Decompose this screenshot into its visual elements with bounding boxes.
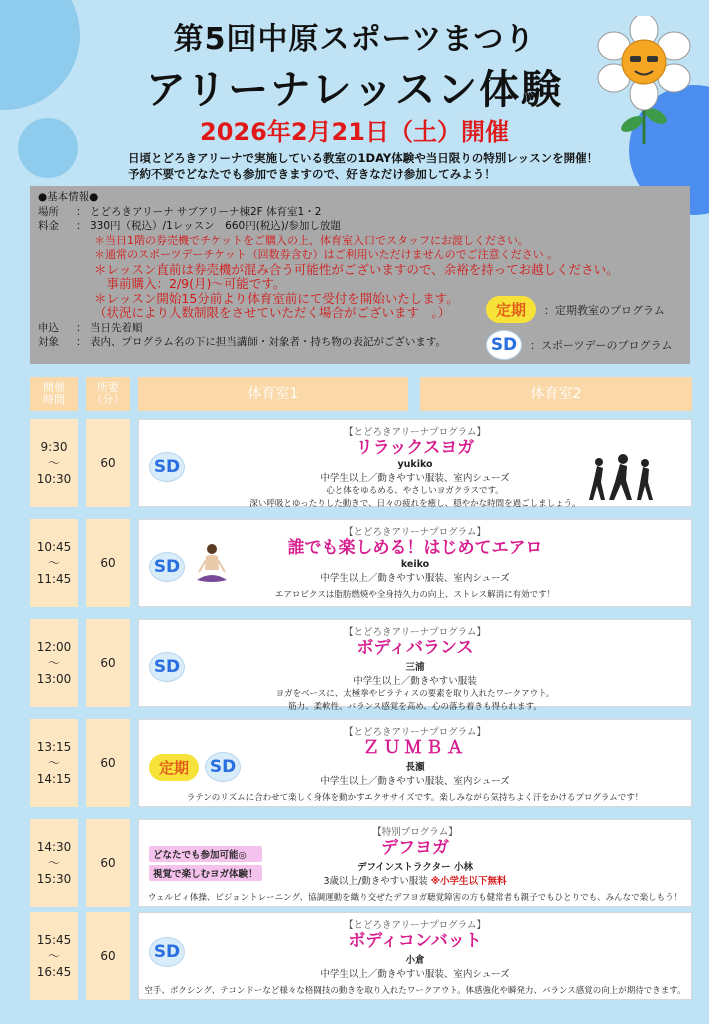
header-time (30, 377, 78, 411)
start-time: 12:00 (36, 640, 72, 654)
info-note: ＊通常のスポーツデーチケット（回数券含む）はご利用いただけませんのでご注意ください 。 (94, 248, 559, 261)
legend-teiki (486, 296, 665, 323)
info-colon: ： (76, 321, 87, 334)
program-target: 中学生以上／動きやすい服装 (353, 676, 477, 687)
start-time: 13:15 (36, 740, 72, 754)
program-name: ボディコンバット (348, 931, 482, 951)
session-minutes: 60 (86, 912, 130, 1000)
intro-text (128, 150, 628, 182)
flower-mascot-illustration (592, 16, 702, 146)
program-description: 深い呼吸とゆったりした動きで、日々の疲れを癒し、穏やかな時間を過ごしましょう。 (249, 499, 581, 509)
program-name: ボディバランス (356, 638, 474, 658)
info-label: 料金 (38, 220, 59, 232)
info-note: （状況により人数制限をさせていただく場合がございます 。） (94, 305, 451, 320)
info-label: 対象 (38, 336, 59, 348)
event-title: 第5回中原スポーツまつり (173, 22, 536, 57)
end-time: 15:30 (36, 872, 72, 886)
session-card (138, 519, 692, 607)
program-instructor: 小倉 (405, 955, 425, 966)
badge-group (149, 452, 185, 482)
program-description: ヨガをベースに、太極拳やピラティスの要素を取り入れたワークアウト。 (275, 689, 555, 699)
sd-badge: SD (149, 552, 185, 582)
session-minutes: 60 (86, 519, 130, 607)
info-colon: ： (76, 336, 87, 348)
session-time (30, 619, 78, 707)
info-place-row (38, 205, 682, 220)
info-label: 申込 (38, 321, 59, 334)
start-time: 15:45 (36, 933, 72, 947)
program-name: デフヨガ (381, 838, 449, 858)
badge-group (149, 652, 185, 682)
sd-badge: SD (486, 330, 522, 360)
session-minutes: 60 (86, 819, 130, 907)
info-note: 事前購入：2/9(月)～可能です。 (94, 276, 286, 291)
session-card (138, 912, 692, 1000)
program-instructor: keiko (400, 559, 430, 570)
session-card (138, 619, 692, 712)
program-instructor: 長瀬 (405, 762, 425, 773)
program-name: ＺＵＭＢＡ (362, 738, 468, 758)
header-minutes-label: 所要 （分） (91, 381, 125, 406)
start-time: 9:30 (40, 440, 68, 454)
session-time (30, 519, 78, 607)
yoga-woman-illustration (195, 542, 229, 584)
legend-sd (486, 330, 672, 360)
program-category: 【とどろきアリーナプログラム】 (343, 627, 487, 638)
program-category: 【とどろきアリーナプログラム】 (343, 427, 487, 438)
info-value: とどろきアリーナ サブアリーナ棟2F 体育室1・2 (90, 205, 322, 218)
legend-text: ：スポーツデーのプログラム (530, 339, 673, 352)
start-time: 10:45 (36, 540, 72, 554)
program-target: 中学生以上／動きやすい服装、室内シューズ (320, 573, 510, 584)
session-time (30, 819, 78, 907)
program-description: 筋力、柔軟性、バランス感覚を高め、心の落ち着きも得られます。 (288, 702, 542, 712)
program-target-text: 3歳以上/動きやすい服装 (323, 876, 428, 887)
info-heading: ●基本情報● (38, 191, 99, 203)
header-room2 (420, 377, 692, 411)
program-description: エアロビクスは脂肪燃焼や全身持久力の向上、ストレス解消に有効です！ (274, 590, 556, 600)
time-tilde: ～ (47, 656, 60, 670)
start-time: 14:30 (36, 840, 72, 854)
end-time: 10:30 (36, 472, 72, 486)
program-instructor: デフインストラクター 小林 (357, 862, 473, 873)
program-description: ラテンのリズムに合わせて楽しく身体を動かすエクササイズです。楽しみながら気持ちよく汗をかけるプログラムです！ (186, 793, 644, 803)
sd-badge: SD (149, 452, 185, 482)
teiki-badge: 定期 (149, 754, 199, 781)
info-note: ＊当日1階の券売機でチケットをご購入の上、体育室入口でスタッフにお渡しください。 (94, 233, 530, 247)
info-note: ＊レッスン開始15分前より体育室前にて受付を開始いたします。 (94, 290, 459, 306)
time-tilde: ～ (47, 856, 60, 870)
event-subtitle: アリーナレッスン体験 (145, 67, 564, 113)
header-room1 (138, 377, 408, 411)
badge-group (149, 552, 185, 582)
end-time: 14:15 (36, 772, 72, 786)
session-minutes: 60 (86, 619, 130, 707)
program-name: 誰でも楽しめる！はじめてエアロ (287, 538, 543, 558)
session-card (138, 719, 692, 807)
program-category: 【とどろきアリーナプログラム】 (343, 527, 487, 538)
dancers-illustration (585, 454, 659, 502)
info-label: 場所 (38, 205, 59, 218)
time-tilde: ～ (47, 456, 60, 470)
legend-text: ：定期教室のプログラム (544, 303, 665, 317)
special-note-line: どなたでも参加可能◎ (149, 846, 262, 862)
time-tilde: ～ (47, 949, 60, 963)
session-time (30, 419, 78, 507)
program-category: 【とどろきアリーナプログラム】 (343, 727, 487, 738)
time-tilde: ～ (47, 556, 60, 570)
program-category: 【とどろきアリーナプログラム】 (343, 920, 487, 931)
intro-line: 予約不要でどなたでも参加できますので、好きなだけ参加してみよう！ (128, 167, 496, 181)
program-instructor: yukiko (397, 459, 433, 470)
end-time: 11:45 (36, 572, 72, 586)
program-target: 中学生以上／動きやすい服装、室内シューズ (320, 473, 510, 484)
badge-group (149, 752, 241, 782)
info-colon: ： (76, 220, 87, 232)
info-note: ＊レッスン直前は券売機が混み合う可能性がございますので、余裕を持ってお越しください。 (94, 261, 619, 277)
special-note-line: 視覚で楽しむヨガ体験！ (149, 865, 262, 881)
special-note (149, 846, 262, 884)
session-card (138, 819, 692, 907)
session-time (30, 912, 78, 1000)
header-time-label: 開催 時間 (43, 381, 65, 406)
info-fee-row (38, 219, 682, 234)
program-category: 【特別プログラム】 (372, 827, 458, 838)
program-target-note: ※小学生以下無料 (430, 876, 507, 887)
end-time: 16:45 (36, 965, 72, 979)
header-minutes (86, 377, 130, 411)
sd-badge: SD (149, 652, 185, 682)
sd-badge: SD (149, 937, 185, 967)
program-target: 中学生以上／動きやすい服装、室内シューズ (320, 969, 510, 980)
program-name: リラックスヨガ (355, 438, 475, 458)
event-date: 2026年2月21日（土）開催 (200, 118, 509, 146)
intro-line: 日頃とどろきアリーナで実施している教室の1DAY体験や当日限りの特別レッスンを開催！ (128, 151, 599, 165)
header-room2-label: 体育室2 (530, 386, 582, 402)
program-description: 空手、ボクシング、テコンドーなど様々な格闘技の動きを取り入れたワークアウト。体感強化や瞬発力、バランス感覚の向上が期待できます。 (144, 986, 686, 996)
time-tilde: ～ (47, 756, 60, 770)
teiki-badge: 定期 (486, 296, 536, 323)
session-card (138, 419, 692, 507)
badge-group (149, 937, 185, 967)
session-minutes: 60 (86, 719, 130, 807)
session-time (30, 719, 78, 807)
program-description: ウェルビィ体操、ビジョントレーニング、協調運動を織り交ぜたデフヨガ聴覚障害の方も健常者も親子でもひとりでも、みんなで楽しもう！ (147, 893, 683, 903)
session-minutes: 60 (86, 419, 130, 507)
info-colon: ： (76, 205, 87, 218)
program-target: 中学生以上／動きやすい服装、室内シューズ (320, 776, 510, 787)
info-value: 当日先着順 (90, 321, 143, 334)
info-value: 330円（税込）/1レッスン 660円(税込)/参加し放題 (90, 220, 341, 232)
program-description: 心と体をゆるめる、やさしいヨガクラスです。 (326, 486, 504, 496)
header-room1-label: 体育室1 (247, 386, 299, 402)
program-instructor: 三浦 (405, 662, 425, 673)
info-value: 表内、プログラム名の下に担当講師・対象者・持ち物の表記がございます。 (90, 336, 447, 348)
end-time: 13:00 (36, 672, 72, 686)
sd-badge: SD (205, 752, 241, 782)
